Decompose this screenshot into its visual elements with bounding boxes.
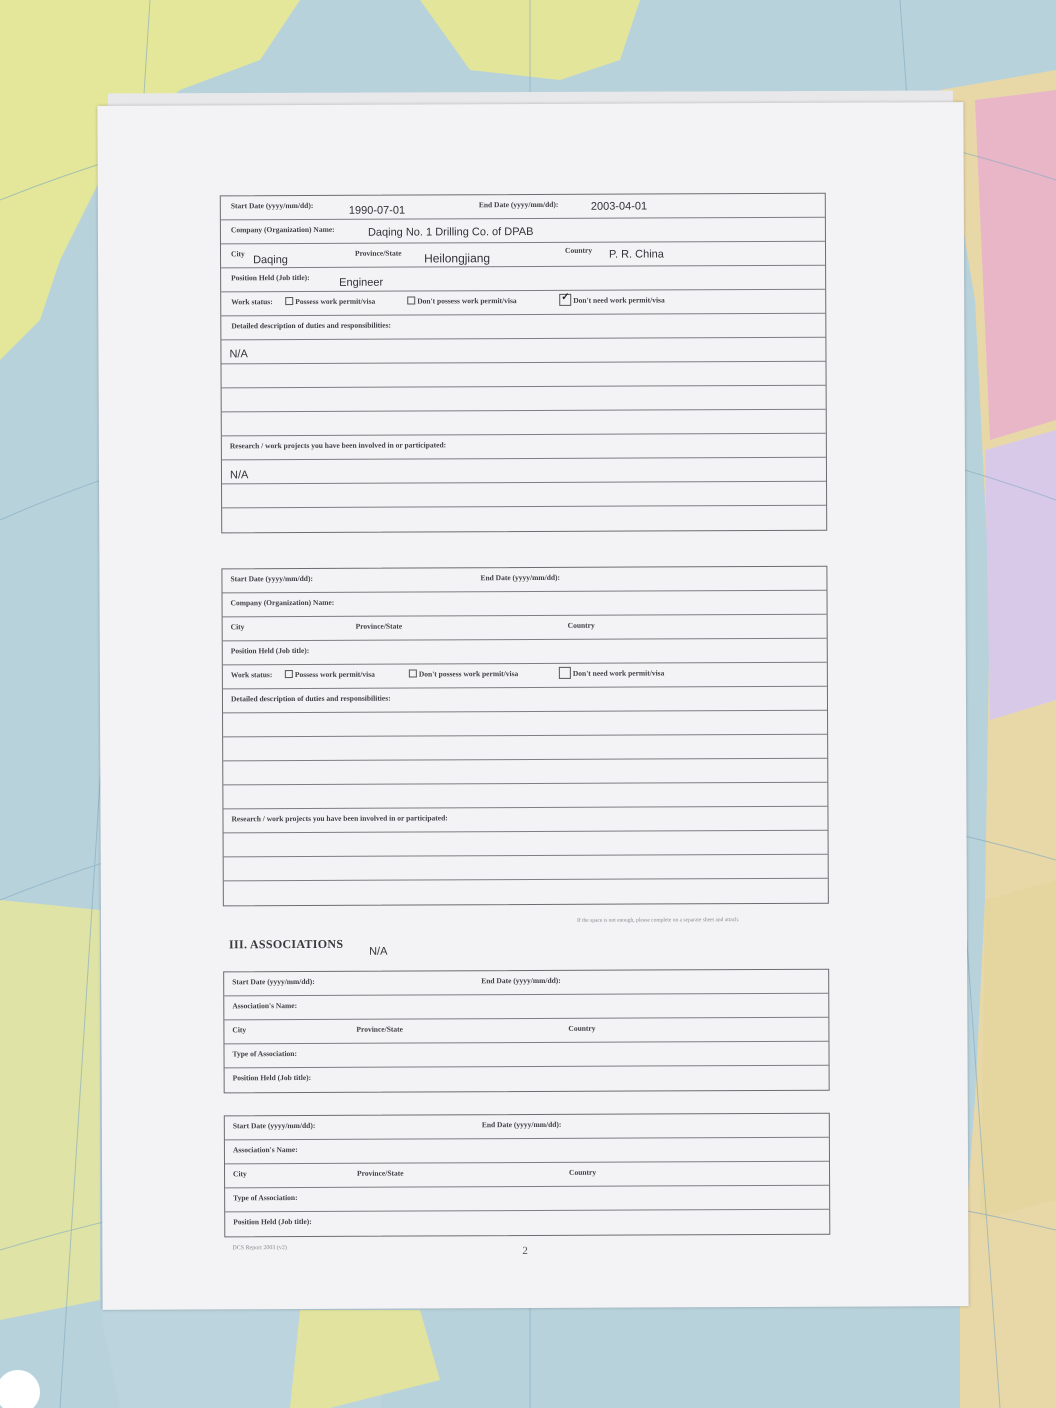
duties-label: Detailed description of duties and responsibilities: xyxy=(231,320,392,331)
checkbox-dont-possess[interactable] xyxy=(407,297,415,305)
option-possess: Possess work permit/visa xyxy=(283,670,375,679)
option-dont-need: Don't need work permit/visa xyxy=(557,666,665,678)
position-label: Position Held (Job title): xyxy=(231,272,310,283)
end-date-label: End Date (yyyy/mm/dd): xyxy=(478,199,559,210)
city-label: City xyxy=(233,1169,247,1179)
footer-form-id: DCS Report 2003 (v2) xyxy=(232,1245,287,1252)
start-date-label: Start Date (yyyy/mm/dd): xyxy=(232,1120,316,1131)
research-label: Research / work projects you have been involved in or participated: xyxy=(229,440,447,451)
row-name xyxy=(224,994,828,1021)
row-research-1[interactable] xyxy=(224,831,828,858)
row-location xyxy=(223,615,827,642)
position-label: Position Held (Job title): xyxy=(233,1216,312,1227)
province-value[interactable]: Heilongjiang xyxy=(424,251,491,266)
employment-block-2 xyxy=(221,566,828,907)
row-duties-2[interactable] xyxy=(223,735,827,762)
country-label: Country xyxy=(564,245,593,255)
start-date-label: Start Date (yyyy/mm/dd): xyxy=(230,573,313,584)
row-duties-4[interactable] xyxy=(223,783,827,810)
row-research-3[interactable] xyxy=(224,879,828,906)
city-label: City xyxy=(232,1025,247,1035)
start-date-value[interactable]: 1990-07-01 xyxy=(348,204,406,217)
province-label: Province/State xyxy=(355,621,403,631)
end-date-label: End Date (yyyy/mm/dd): xyxy=(480,572,561,583)
association-name-label: Association's Name: xyxy=(232,1145,298,1155)
end-date-value[interactable]: 2003-04-01 xyxy=(590,200,648,213)
row-dates xyxy=(225,1114,829,1141)
row-dates xyxy=(224,970,828,997)
company-value[interactable]: Daqing No. 1 Drilling Co. of DPAB xyxy=(367,225,534,239)
row-type xyxy=(224,1042,828,1069)
research-label: Research / work projects you have been involved in or participated: xyxy=(231,813,448,824)
country-label: Country xyxy=(569,1167,597,1177)
row-location xyxy=(221,242,825,269)
end-date-label: End Date (yyyy/mm/dd): xyxy=(481,975,561,986)
row-position xyxy=(225,1210,829,1237)
row-duties-label xyxy=(221,314,825,341)
province-label: Province/State xyxy=(355,248,402,258)
association-block-2 xyxy=(224,1113,831,1238)
row-duties-label xyxy=(223,687,827,714)
country-label: Country xyxy=(567,620,595,630)
company-label: Company (Organization) Name: xyxy=(230,597,335,608)
option-dont-possess: Don't possess work permit/visa xyxy=(407,669,518,678)
start-date-label: Start Date (yyyy/mm/dd): xyxy=(232,976,315,987)
row-location xyxy=(225,1162,829,1189)
position-label: Position Held (Job title): xyxy=(230,645,310,656)
province-label: Province/State xyxy=(356,1024,403,1034)
row-position xyxy=(221,266,825,293)
row-research-2[interactable] xyxy=(222,482,826,509)
row-duties-3[interactable] xyxy=(222,386,826,413)
row-research-2[interactable] xyxy=(224,855,828,882)
row-work-status xyxy=(221,290,825,317)
option-dont-need: ✓ Don't need work permit/visa xyxy=(557,293,665,305)
research-value[interactable]: N/A xyxy=(229,469,249,482)
row-research-3[interactable] xyxy=(222,506,826,533)
checkbox-dont-need-checked[interactable] xyxy=(559,294,571,306)
association-type-label: Type of Association: xyxy=(233,1193,298,1203)
city-value[interactable]: Daqing xyxy=(253,254,288,267)
associations-value[interactable]: N/A xyxy=(369,945,388,958)
city-label: City xyxy=(231,249,245,259)
option-dont-possess: Don't possess work permit/visa xyxy=(405,296,516,305)
checkbox-dont-need[interactable] xyxy=(559,667,571,679)
association-type-label: Type of Association: xyxy=(232,1049,297,1059)
position-value[interactable]: Engineer xyxy=(339,276,384,289)
form-page xyxy=(97,102,968,1310)
country-value[interactable]: P. R. China xyxy=(609,248,664,261)
work-status-label: Work status: xyxy=(230,670,273,680)
company-label: Company (Organization) Name: xyxy=(230,224,335,235)
end-date-label: End Date (yyyy/mm/dd): xyxy=(481,1119,562,1130)
row-company xyxy=(223,591,827,618)
row-research-1 xyxy=(222,458,826,485)
row-name xyxy=(225,1138,829,1165)
position-label: Position Held (Job title): xyxy=(232,1072,312,1083)
row-duties-4[interactable] xyxy=(222,410,826,437)
row-research-label xyxy=(222,434,826,461)
province-label: Province/State xyxy=(357,1168,404,1178)
row-dates xyxy=(221,194,825,221)
row-position xyxy=(225,1066,829,1093)
page-number: 2 xyxy=(522,1245,528,1258)
checkbox-dont-possess[interactable] xyxy=(409,670,417,678)
association-block-1 xyxy=(223,969,830,1094)
employment-block-1 xyxy=(220,193,827,534)
country-label: Country xyxy=(568,1023,596,1033)
checkbox-possess[interactable] xyxy=(285,670,293,678)
row-position xyxy=(223,639,827,666)
checkbox-possess[interactable] xyxy=(285,297,293,305)
city-label: City xyxy=(230,622,245,632)
option-possess: Possess work permit/visa xyxy=(283,297,375,306)
row-type xyxy=(225,1186,829,1213)
row-duties-1[interactable] xyxy=(223,711,827,738)
duties-label: Detailed description of duties and responsibilities: xyxy=(230,693,391,704)
row-research-label xyxy=(223,807,827,834)
row-dates xyxy=(222,567,826,594)
start-date-label: Start Date (yyyy/mm/dd): xyxy=(230,200,314,211)
row-location xyxy=(224,1018,828,1045)
row-duties-3[interactable] xyxy=(223,759,827,786)
work-status-label: Work status: xyxy=(231,297,273,307)
duties-value[interactable]: N/A xyxy=(229,348,248,361)
row-company xyxy=(221,218,825,245)
row-duties-1 xyxy=(221,338,825,365)
overflow-note: If the space is not enough, please complete on a separate sheet and attach. xyxy=(576,917,740,924)
associations-title: III. ASSOCIATIONS xyxy=(229,936,344,952)
association-name-label: Association's Name: xyxy=(232,1001,298,1011)
row-work-status xyxy=(223,663,827,690)
row-duties-2[interactable] xyxy=(222,362,826,389)
